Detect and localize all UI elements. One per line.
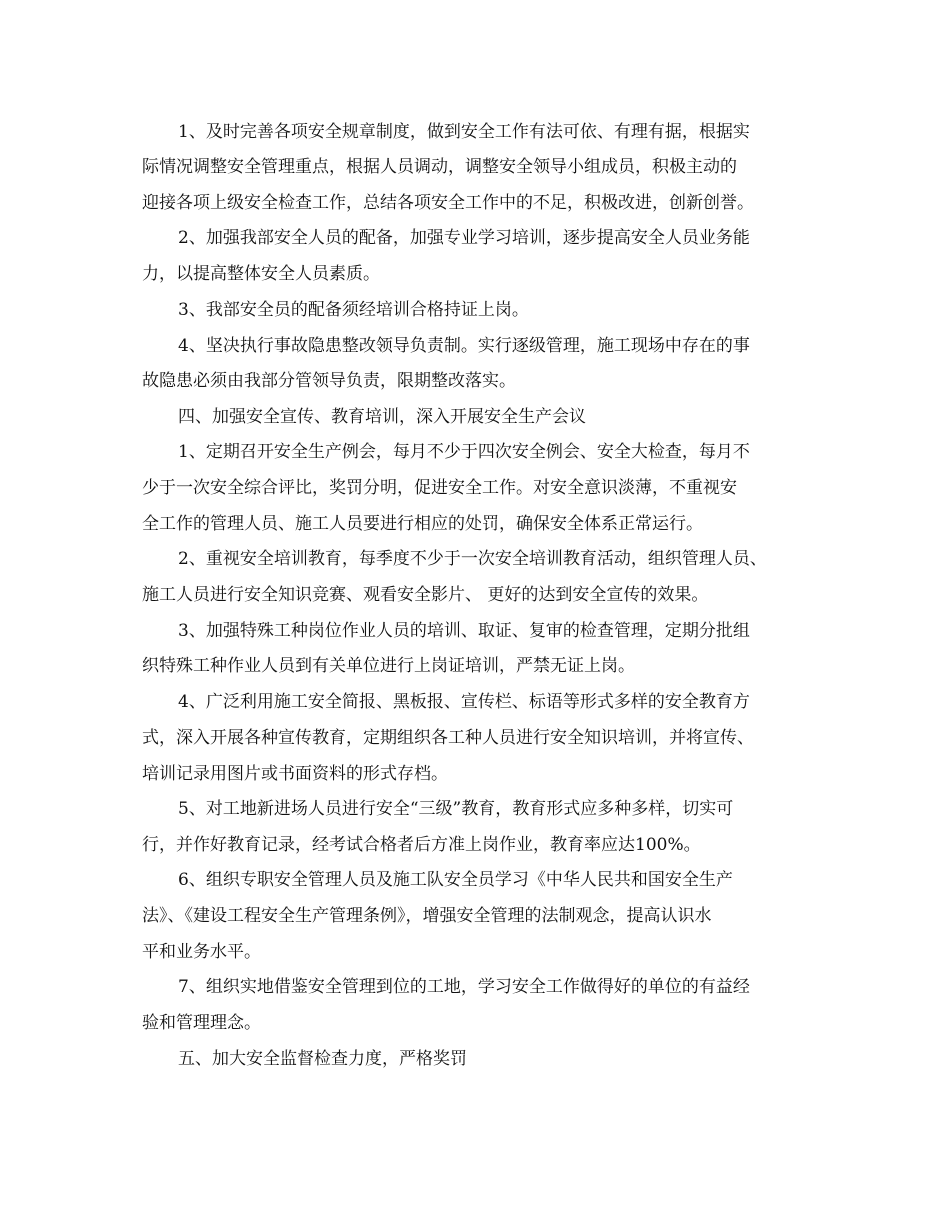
text-line: 7、组织实地借鉴安全管理到位的工地，学习安全工作做得好的单位的有益经 (178, 977, 750, 997)
section-heading: 五、加大安全监督检查力度，严格奖罚 (178, 1049, 467, 1069)
text-line: 施工人员进行安全知识竞赛、观看安全影片、 更好的达到安全宣传的效果。 (142, 585, 709, 605)
text-line: 织特殊工种作业人员到有关单位进行上岗证培训，严禁无证上岗。 (142, 656, 635, 676)
text-line: 故隐患必须由我部分管领导负责，限期整改落实。 (142, 371, 516, 391)
text-line: 1、定期召开安全生产例会，每月不少于四次安全例会、安全大检查，每月不 (178, 442, 750, 462)
text-line: 3、加强特殊工种岗位作业人员的培训、取证、复审的检查管理，定期分批组 (178, 621, 750, 641)
text-line: 全工作的管理人员、施工人员要进行相应的处罚，确保安全体系正常运行。 (142, 514, 703, 534)
text-line: 法》、《建设工程安全生产管理条例》，增强安全管理的法制观念，提高认识水 (142, 906, 712, 926)
text-line: 平和业务水平。 (142, 942, 261, 962)
text-line: 少于一次安全综合评比，奖罚分明，促进安全工作。对安全意识淡薄，不重视安 (142, 478, 737, 498)
text-line: 1、及时完善各项安全规章制度，做到安全工作有法可依、有理有据，根据实 (178, 122, 750, 142)
text-line: 行，并作好教育记录，经考试合格者后方准上岗作业，教育率应达100%。 (142, 835, 701, 855)
text-line: 验和管理理念。 (142, 1013, 261, 1033)
text-line: 2、重视安全培训教育，每季度不少于一次安全培训教育活动，组织管理人员、 (178, 549, 767, 569)
text-line: 4、广泛利用施工安全简报、黑板报、宣传栏、标语等形式多样的安全教育方 (178, 692, 750, 712)
text-line: 迎接各项上级安全检查工作，总结各项安全工作中的不足，积极改进，创新创誉。 (142, 193, 754, 213)
text-line: 6、组织专职安全管理人员及施工队安全员学习《中华人民共和国安全生产 (178, 870, 733, 890)
text-line: 5、对工地新进场人员进行安全“三级”教育，教育形式应多种多样，切实可 (178, 799, 734, 819)
text-line: 式，深入开展各种宣传教育，定期组织各工种人员进行安全知识培训，并将宣传、 (142, 728, 754, 748)
text-line: 力，以提高整体安全人员素质。 (142, 264, 380, 284)
text-line: 4、坚决执行事故隐患整改领导负责制。实行逐级管理，施工现场中存在的事 (178, 336, 750, 356)
section-heading: 四、加强安全宣传、教育培训，深入开展安全生产会议 (178, 407, 586, 427)
text-line: 际情况调整安全管理重点，根据人员调动，调整安全领导小组成员，积极主动的 (142, 157, 737, 177)
text-line: 2、加强我部安全人员的配备，加强专业学习培训，逐步提高安全人员业务能 (178, 228, 750, 248)
text-line: 培训记录用图片或书面资料的形式存档。 (142, 764, 448, 784)
text-line: 3、我部安全员的配备须经培训合格持证上岗。 (178, 300, 529, 320)
